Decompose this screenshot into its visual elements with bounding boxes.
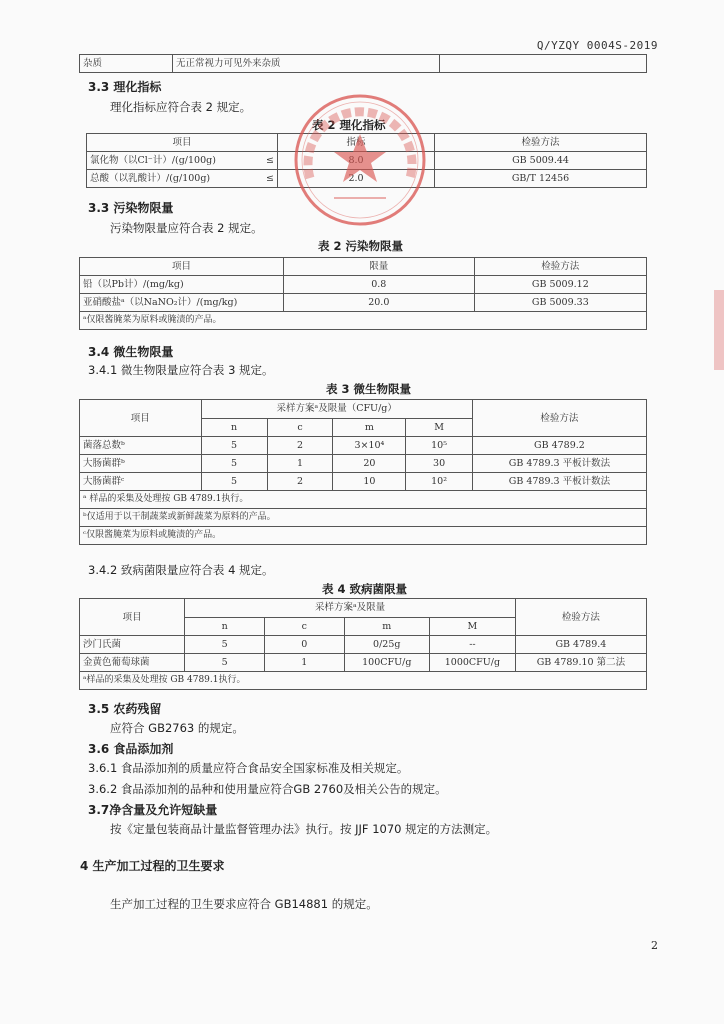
table-header-cell: m xyxy=(333,418,406,437)
standard-code: Q/YZQY 0004S-2019 xyxy=(536,39,658,52)
table-cell: GB 4789.2 xyxy=(472,437,646,455)
table-cell: 1 xyxy=(267,455,333,473)
section-3-3-pollutant-text: 污染物限量应符合表 2 规定。 xyxy=(110,221,263,235)
section-3-5-title: 3.5 农药残留 xyxy=(88,702,162,716)
table-cell: 5 xyxy=(201,455,267,473)
section-3-5-text: 应符合 GB2763 的规定。 xyxy=(110,721,244,735)
table-footnote: ᵃ样品的采集及处理按 GB 4789.1执行。 xyxy=(80,672,647,690)
table-header-cell: 项目 xyxy=(80,400,202,437)
table-cell: 5 xyxy=(185,654,265,672)
table-cell: 10 xyxy=(333,473,406,491)
table-header-cell: 限量 xyxy=(284,258,475,276)
table-cell: 0.8 xyxy=(284,276,475,294)
table-cell: 2 xyxy=(267,473,333,491)
table-header-cell: M xyxy=(430,617,516,636)
table-cell: 5 xyxy=(201,473,267,491)
section-3-3-physchem-text: 理化指标应符合表 2 规定。 xyxy=(110,100,252,114)
table-cell: GB 5009.33 xyxy=(474,294,646,312)
table-header-cell: M xyxy=(406,418,472,437)
section-4-title: 4 生产加工过程的卫生要求 xyxy=(80,859,225,873)
table-physchem-caption: 表 2 理化指标 xyxy=(312,118,386,132)
table-header-cell: 指标 xyxy=(278,134,435,152)
table-cell: 氯化物（以Cl⁻计）/(g/100g) xyxy=(87,152,259,170)
section-3-4-1-text: 3.4.1 微生物限量应符合表 3 规定。 xyxy=(88,363,274,377)
table-row xyxy=(80,636,647,654)
table-header-cell: 项目 xyxy=(80,599,185,636)
table-header-cell: 项目 xyxy=(87,134,278,152)
section-3-3-pollutant-title: 3.3 污染物限量 xyxy=(88,201,174,215)
table-header-cell: n xyxy=(201,418,267,437)
table-pollutant-caption: 表 2 污染物限量 xyxy=(318,239,404,253)
table-header-cell: 采样方案ᵃ及限量（CFU/g） xyxy=(201,400,472,419)
table-cell: GB 5009.44 xyxy=(435,152,647,170)
table-cell: 2 xyxy=(267,437,333,455)
table-footnote: ᵇ仅适用于以干制蔬菜或新鲜蔬菜为原料的产品。 xyxy=(80,509,647,527)
table-cell: 20 xyxy=(333,455,406,473)
table-row xyxy=(80,276,647,294)
table-cell: 3×10⁴ xyxy=(333,437,406,455)
impurity-table xyxy=(79,54,647,73)
table-cell: 铅（以Pb计）/(mg/kg) xyxy=(80,276,284,294)
section-3-6-1-text: 3.6.1 食品添加剂的质量应符合食品安全国家标准及相关规定。 xyxy=(88,761,409,775)
section-3-6-title: 3.6 食品添加剂 xyxy=(88,742,174,756)
table-header-cell: 检验方法 xyxy=(474,258,646,276)
table-cell: GB 4789.10 第二法 xyxy=(515,654,646,672)
table-header-cell: n xyxy=(185,617,265,636)
table-cell: 10⁵ xyxy=(406,437,472,455)
table-cell: GB/T 12456 xyxy=(435,170,647,188)
table-cell: 0/25g xyxy=(344,636,430,654)
table-cell: 总酸（以乳酸计）/(g/100g) xyxy=(87,170,259,188)
table-cell: 2.0 xyxy=(278,170,435,188)
edge-seal-mark xyxy=(712,290,724,370)
section-3-4-2-text: 3.4.2 致病菌限量应符合表 4 规定。 xyxy=(88,563,274,577)
table-cell: 大肠菌群ᶜ xyxy=(80,473,202,491)
company-seal-stamp xyxy=(290,90,430,230)
table-header-cell: c xyxy=(267,418,333,437)
section-3-3-physchem-title: 3.3 理化指标 xyxy=(88,80,162,94)
table-cell: 大肠菌群ᵇ xyxy=(80,455,202,473)
table-cell: ≤ xyxy=(259,152,278,170)
table-row xyxy=(80,654,647,672)
table-cell: 100CFU/g xyxy=(344,654,430,672)
table-row xyxy=(80,473,647,491)
table-pollutant xyxy=(79,257,647,330)
section-3-7-title: 3.7净含量及允许短缺量 xyxy=(88,803,218,817)
table-microbial xyxy=(79,399,647,545)
table-micro-caption: 表 3 微生物限量 xyxy=(326,382,412,396)
table-header-cell: m xyxy=(344,617,430,636)
impurity-label: 杂质 xyxy=(80,55,173,73)
table-cell: GB 4789.4 xyxy=(515,636,646,654)
table-cell: 菌落总数ᵇ xyxy=(80,437,202,455)
section-3-4-title: 3.4 微生物限量 xyxy=(88,345,174,359)
table-cell: GB 4789.3 平板计数法 xyxy=(472,455,646,473)
table-cell: 1 xyxy=(264,654,344,672)
table-header-cell: c xyxy=(264,617,344,636)
table-cell: 5 xyxy=(201,437,267,455)
table-cell: 30 xyxy=(406,455,472,473)
section-4-text: 生产加工过程的卫生要求应符合 GB14881 的规定。 xyxy=(110,897,378,911)
table-cell: 10² xyxy=(406,473,472,491)
table-cell: 1000CFU/g xyxy=(430,654,516,672)
table-footnote: ᶜ仅限酱腌菜为原料或腌渍的产品。 xyxy=(80,527,647,545)
table-cell: ≤ xyxy=(259,170,278,188)
table-header-cell: 检验方法 xyxy=(435,134,647,152)
table-footnote: ᵃ 样品的采集及处理按 GB 4789.1执行。 xyxy=(80,491,647,509)
table-cell: 沙门氏菌 xyxy=(80,636,185,654)
table-pathogen xyxy=(79,598,647,690)
table-cell: 5 xyxy=(185,636,265,654)
table-row xyxy=(80,437,647,455)
table-cell: 亚硝酸盐ᵃ（以NaNO₂计）/(mg/kg) xyxy=(80,294,284,312)
table-cell: 20.0 xyxy=(284,294,475,312)
impurity-value: 无正常视力可见外来杂质 xyxy=(173,55,440,73)
table-cell: GB 5009.12 xyxy=(474,276,646,294)
table-cell: 0 xyxy=(264,636,344,654)
table-header-cell: 检验方法 xyxy=(515,599,646,636)
table-cell: GB 4789.3 平板计数法 xyxy=(472,473,646,491)
table-row xyxy=(80,294,647,312)
impurity-method xyxy=(440,55,647,73)
table-pathogen-caption: 表 4 致病菌限量 xyxy=(322,582,408,596)
table-header-cell: 项目 xyxy=(80,258,284,276)
table-header-cell: 采样方案ᵃ及限量 xyxy=(185,599,515,618)
section-3-7-text: 按《定量包装商品计量监督管理办法》执行。按 JJF 1070 规定的方法测定。 xyxy=(110,822,498,836)
section-3-6-2-text: 3.6.2 食品添加剂的品种和使用量应符合GB 2760及相关公告的规定。 xyxy=(88,782,447,796)
table-footnote: ᵃ仅限酱腌菜为原料或腌渍的产品。 xyxy=(80,312,647,330)
table-header-cell: 检验方法 xyxy=(472,400,646,437)
table-cell: -- xyxy=(430,636,516,654)
page-number: 2 xyxy=(651,939,658,952)
table-row xyxy=(80,455,647,473)
table-cell: 金黄色葡萄球菌 xyxy=(80,654,185,672)
